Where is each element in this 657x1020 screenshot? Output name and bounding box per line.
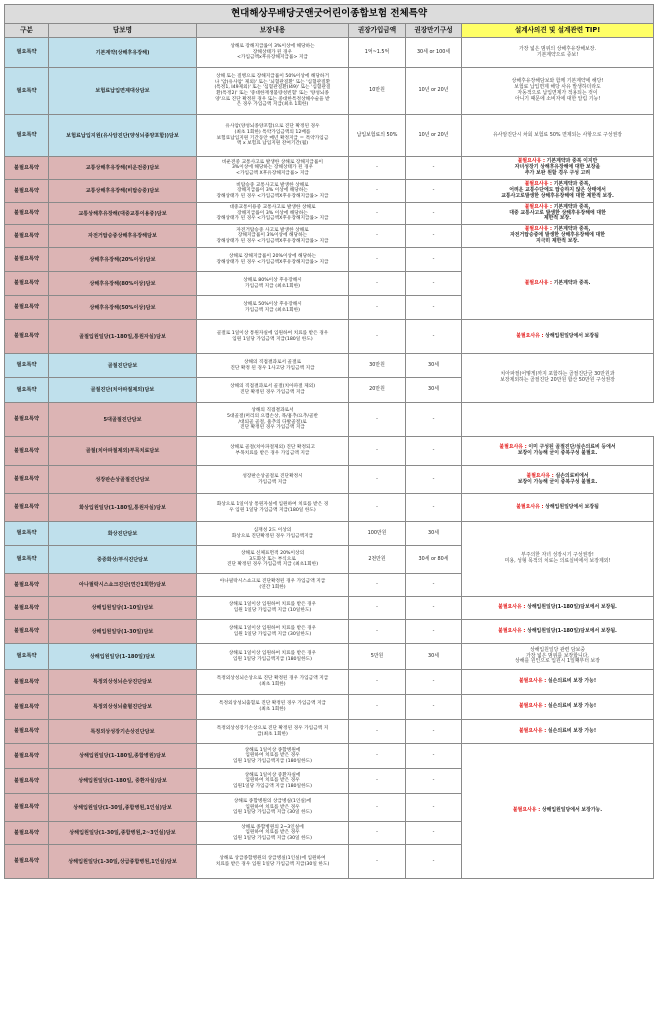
planner-tip-text: 유사암진단시 차회 보험료 50% 면제되는 사항으로 구성권장: [493, 131, 622, 138]
table-row: [5, 180, 654, 203]
recommended-amount-cell: -: [349, 296, 406, 320]
table-row: [5, 225, 654, 248]
planner-tip-cell: [462, 38, 654, 68]
planner-tip-text: 상해입원일당에서 보장됨: [545, 332, 599, 339]
coverage-name-cell: 골절(치아파절제외)부목치료담보: [49, 437, 197, 466]
table-row: [5, 644, 654, 670]
category-cell: 필요특약: [5, 68, 49, 115]
recommended-period-cell: -: [406, 769, 462, 794]
recommended-amount-cell: 2천만원: [349, 546, 406, 574]
planner-tip-cell: [462, 620, 654, 644]
recommended-amount-cell: -: [349, 845, 406, 879]
category-cell: 필요특약: [5, 115, 49, 157]
coverage-sheet: [4, 4, 653, 879]
coverage-detail-cell: 상해로 1일이상 중환자실에 입원하여 치료를 받은 경우 입원1일당 가입금액 지급 (180일한도): [197, 769, 349, 794]
recommended-period-cell: -: [406, 296, 462, 320]
category-cell: 불필요특약: [5, 822, 49, 845]
unneeded-reason-label: 불필요사유 :: [524, 181, 552, 188]
recommended-amount-cell: -: [349, 248, 406, 272]
coverage-name-cell: 아나필락시스쇼크진단(연간1회한)담보: [49, 574, 197, 597]
recommended-amount-cell: -: [349, 203, 406, 225]
planner-tip-cell: [462, 203, 654, 225]
category-cell: 필요특약: [5, 546, 49, 574]
coverage-name-cell: 특정외상성뇌손상진단담보: [49, 670, 197, 695]
recommended-period-cell: -: [406, 466, 462, 494]
unneeded-reason-label: 불필요사유 :: [524, 279, 552, 286]
coverage-detail-cell: 상해로 상급종합병원의 상급병실(1인실)에 입원하여 치료를 받은 경우 입원 1일당 가입금액 지급(30일 한도): [197, 845, 349, 879]
coverage-detail-cell: 골절로 1일이상 통원자실에 입원하여 치료를 받은 경우 입원 1일당 가입금액 지급(180일 한도): [197, 320, 349, 354]
coverage-detail-cell: 상해로 종합병원의 상급병실(1인실)에 입원하여 치료를 받은 경우 입원 1일당 가입금액 지급 (30일 한도): [197, 794, 349, 822]
coverage-name-cell: 보험료납입면제대상담보: [49, 68, 197, 115]
unneeded-reason-label: 불필요사유 :: [498, 604, 526, 611]
recommended-period-cell: 30세: [406, 522, 462, 546]
coverage-name-cell: 상해입원일당(1-180일)담보: [49, 644, 197, 670]
unneeded-reason-label: 불필요사유 :: [518, 678, 547, 685]
category-cell: 불필요특약: [5, 437, 49, 466]
recommended-amount-cell: 납입보험료의 50%: [349, 115, 406, 157]
category-cell: 필요특약: [5, 378, 49, 403]
category-cell: 불필요특약: [5, 296, 49, 320]
planner-tip-cell: [462, 670, 654, 695]
category-cell: 불필요특약: [5, 620, 49, 644]
recommended-period-cell: -: [406, 794, 462, 822]
coverage-name-cell: 골절진단(치아파절제외)담보: [49, 378, 197, 403]
planner-tip-text: 가장 넓은 범위의 상해후유장해보장. 기본계약으로 증보!: [518, 45, 597, 58]
planner-tip-text: 실손의료비 보장 가능!: [547, 678, 597, 685]
table-row: [5, 494, 654, 522]
category-cell: 필요특약: [5, 522, 49, 546]
coverage-name-cell: 중증화상/부식진단담보: [49, 546, 197, 574]
recommended-period-cell: -: [406, 403, 462, 437]
category-cell: 불필요특약: [5, 272, 49, 296]
planner-tip-text: 기본계약과 중복, 대중 교통사고로 발생한 상해후유장해에 대한 제한적 보장.: [509, 203, 606, 222]
coverage-name-cell: 상해후유장해(50%이상)담보: [49, 296, 197, 320]
recommended-period-cell: -: [406, 180, 462, 203]
recommended-amount-cell: -: [349, 620, 406, 644]
coverage-table: [4, 4, 654, 879]
planner-tip-cell: [462, 695, 654, 720]
coverage-name-cell: 상해입원일당(1-30일)담보: [49, 620, 197, 644]
category-cell: 불필요특약: [5, 157, 49, 180]
category-cell: 필요특약: [5, 644, 49, 670]
coverage-detail-cell: 상해 또는 질병으로 장해지급률이 50%이상에 해당하거 나 '암(유사암' 제외)' 또는 '뇌혈관질환' 또는 '심혈관질환 (특정1, I49제외)' 또는 '심혈관질환(I49)' 또는 '심혈관질 환(특정2)' 또는 '중대한재생불량성빈혈' 또는 '양성뇌종 양'으로 진단 확정된 경우 또는 중대한특정상해수술을 받 은 경우 가입금액 지급(최초 1회한): [197, 68, 349, 115]
planner-tip-cell: [462, 522, 654, 597]
unneeded-reason-label: 불필요사유 :: [499, 444, 527, 451]
table-row: [5, 403, 654, 437]
table-row: [5, 720, 654, 744]
coverage-detail-cell: 특정외상성뇌손상으로 진단 확정된 경우 가입금액 지급 (최초 1회한): [197, 670, 349, 695]
recommended-amount-cell: -: [349, 437, 406, 466]
recommended-period-cell: -: [406, 203, 462, 225]
table-row: [5, 157, 654, 180]
recommended-amount-cell: -: [349, 574, 406, 597]
category-cell: 불필요특약: [5, 744, 49, 769]
category-cell: 불필요특약: [5, 494, 49, 522]
recommended-amount-cell: -: [349, 180, 406, 203]
coverage-name-cell: 상해입원일당(1-30일,상급종합병원,1인실)담보: [49, 845, 197, 879]
coverage-name-cell: 교통상해후유장해(비운전중)담보: [49, 157, 197, 180]
planner-tip-text: 상해입원일당에서 보장가능.: [541, 807, 603, 814]
col-header-category: 구분: [5, 24, 49, 38]
category-cell: 필요특약: [5, 38, 49, 68]
coverage-name-cell: 상해입원일당(1-30일,종합병원,1인실)담보: [49, 794, 197, 822]
unneeded-reason-label: 불필요사유 :: [524, 226, 552, 233]
category-cell: 필요특약: [5, 354, 49, 378]
recommended-amount-cell: -: [349, 720, 406, 744]
coverage-name-cell: 특정외상성장기손상진단담보: [49, 720, 197, 744]
recommended-amount-cell: -: [349, 769, 406, 794]
recommended-amount-cell: 20만원: [349, 378, 406, 403]
table-row: [5, 248, 654, 272]
category-cell: 불필요특약: [5, 695, 49, 720]
recommended-amount-cell: -: [349, 272, 406, 296]
planner-tip-cell: [462, 157, 654, 180]
recommended-period-cell: -: [406, 248, 462, 272]
category-cell: 불필요특약: [5, 248, 49, 272]
recommended-amount-cell: -: [349, 157, 406, 180]
recommended-amount-cell: 30만원: [349, 354, 406, 378]
planner-tip-text: 상해입원일당 관련 담보중 가장 넓은 범위를 보장합니다. 상해를 원인으로 입원시 1일째부터 보장: [515, 646, 600, 665]
recommended-amount-cell: 5만원: [349, 644, 406, 670]
coverage-name-cell: 상해입원일당(1-180일, 중환자실)담보: [49, 769, 197, 794]
category-cell: 불필요특약: [5, 466, 49, 494]
table-row: [5, 744, 654, 769]
coverage-detail-cell: 상해로 종합병원의 2~3인실에 입원하여 치료를 받은 경우 입원 1일당 가입금액 지급 (30일 한도): [197, 822, 349, 845]
coverage-detail-cell: 상해로 1일이상 입원하여 치료를 받은 경우 입원 1일당 가입금액 지급 (10일한도): [197, 597, 349, 620]
recommended-period-cell: -: [406, 822, 462, 845]
coverage-detail-cell: 상해로 1일이상 입원하여 치료를 받은 경우 입원 1일당 가입금액지급 (180일한도): [197, 644, 349, 670]
col-header-recommended-period: 권장만기구성: [406, 24, 462, 38]
category-cell: 불필요특약: [5, 670, 49, 695]
recommended-period-cell: 30세: [406, 378, 462, 403]
recommended-amount-cell: -: [349, 670, 406, 695]
recommended-period-cell: -: [406, 720, 462, 744]
planner-tip-cell: [462, 248, 654, 320]
col-header-coverage-detail: 보장내용: [197, 24, 349, 38]
category-cell: 불필요특약: [5, 180, 49, 203]
recommended-amount-cell: 100만원: [349, 522, 406, 546]
planner-tip-text: 부주의한 자녀 성장시기 구성권장! 미용, 성형 목적의 치료는 의료실비에서 보장제외!: [504, 552, 611, 564]
planner-tip-text: 이미 구성된 골절진단/실손의료비 등에서 보장이 가능해 굳이 중복구성 불필요.: [517, 444, 616, 456]
table-row: [5, 437, 654, 466]
coverage-detail-cell: 유사암(양성뇌종양포함)으로 진단 확정된 경우 (최초 1회한) 특약가입금액의 12배를 보험료납입지원 기간동안 매년 확정지급 ＝ 특약가입금 액 x 보험료 납입지원 잔여기간(월): [197, 115, 349, 157]
coverage-name-cell: 화상입원일당(1-180일,통원자실)담보: [49, 494, 197, 522]
planner-tip-text: 실손의료비 보장 가능!: [547, 727, 597, 734]
recommended-period-cell: 30세: [406, 354, 462, 378]
unneeded-reason-label: 불필요사유 :: [512, 807, 541, 814]
planner-tip-cell: [462, 320, 654, 354]
coverage-detail-cell: 특정외상성뇌출혈로 진단 확정된 경우 가입금액 지급 (최초 1회한): [197, 695, 349, 720]
planner-tip-text: 기본계약과 중복, 어려운 교통수단에도 탑승하지 않은 상태에서 교통사고로발생한 상해후유장해에 대한 제한적 보장.: [501, 181, 614, 199]
planner-tip-text: 상해입원일당에서 보장됨: [545, 503, 599, 510]
recommended-period-cell: 30세 or 100세: [406, 38, 462, 68]
table-row: [5, 203, 654, 225]
unneeded-reason-label: 불필요사유 :: [526, 472, 554, 479]
coverage-name-cell: 상해후유장해(80%이상)담보: [49, 272, 197, 296]
coverage-name-cell: 상해입원일당(1-180일,종합병원)담보: [49, 744, 197, 769]
unneeded-reason-label: 불필요사유 :: [524, 203, 552, 210]
planner-tip-text: 기본계약과 중복, 자전거탑승중에 발생한 상해후유장해에 대한 지극히 제한적 보장.: [510, 226, 605, 244]
planner-tip-text: 상해입원일당(1-180일)담보에서 보장됨.: [527, 604, 617, 611]
planner-tip-cell: [462, 354, 654, 403]
planner-tip-text: 치아파절(어떻게)까지 포함하는 골절진단금 30만원과 보장제외하는 골절진단 20만원 합산 50만원 구성권장: [500, 371, 615, 383]
coverage-name-cell: 골절진단담보: [49, 354, 197, 378]
coverage-detail-cell: 상해의 직접결과로서 5대골절(머리의 으깸손상, 목/흉추/요추/골반 /대퇴골 골절, 흉추의 다발골절)로 진단 확정된 경우 가입금액 지급: [197, 403, 349, 437]
recommended-amount-cell: -: [349, 320, 406, 354]
recommended-period-cell: -: [406, 320, 462, 354]
recommended-period-cell: 10년 or 20년: [406, 68, 462, 115]
recommended-amount-cell: -: [349, 597, 406, 620]
planner-tip-text: 상해입원일당(1-180일)담보에서 보장됨.: [527, 627, 617, 634]
coverage-detail-cell: 아나필락시스쇼크로 진단확정된 경우 가입금액 지급 (연간 1회한): [197, 574, 349, 597]
coverage-detail-cell: 비운전중 교통사고로 발생한 상해로 장해지급률이 3%이상에 해당하는 장해상태가 된 경우 <가입금액 X후유장해지급률> 지급: [197, 157, 349, 180]
category-cell: 불필요특약: [5, 403, 49, 437]
planner-tip-text: 기본계약과 중복.: [553, 279, 591, 286]
col-header-planner-tip: 설계사의견 및 설계관련 TIP!: [462, 24, 654, 38]
coverage-name-cell: 자전거탑승중상해후유장해담보: [49, 225, 197, 248]
coverage-name-cell: 화상진단담보: [49, 522, 197, 546]
coverage-name-cell: 교통상해후유장해(비탑승중)담보: [49, 180, 197, 203]
coverage-detail-cell: 상해로 장해지급률이 3%이상에 해당하는 장해상태가 된 경우 <가입금액x후유장해지급률> 지급: [197, 38, 349, 68]
table-row: [5, 597, 654, 620]
coverage-detail-cell: 상해로 골절(치아파절제외) 진단 확정되고 부목치료를 받은 경우 가입금액 지급: [197, 437, 349, 466]
planner-tip-cell: [462, 597, 654, 620]
table-row: [5, 320, 654, 354]
recommended-period-cell: -: [406, 695, 462, 720]
recommended-amount-cell: 1억~1.5억: [349, 38, 406, 68]
recommended-period-cell: -: [406, 157, 462, 180]
coverage-detail-cell: 상해의 직접결과로서 골절로 진단 확정 된 경우 1사고당 가입금액 지급: [197, 354, 349, 378]
col-header-recommended-amount: 권장가입금액: [349, 24, 406, 38]
planner-tip-cell: [462, 466, 654, 494]
coverage-name-cell: 상해입원일당(1-10일)담보: [49, 597, 197, 620]
recommended-period-cell: -: [406, 437, 462, 466]
recommended-period-cell: -: [406, 620, 462, 644]
recommended-period-cell: -: [406, 845, 462, 879]
category-cell: 불필요특약: [5, 320, 49, 354]
planner-tip-text: 상해후유장해담보와 함께 기본계약에 해당! 보험료 납입면제 해당 사유 발생하더라도 자동적으로 납입면제가 적용되는 것이 아니기 때문에 소비자에 대한 알림 기능!: [511, 78, 604, 102]
coverage-detail-cell: 특정외상성장기손상으로 진단 확정된 경우 가입금액 지 급(최초 1회한): [197, 720, 349, 744]
table-row: [5, 354, 654, 378]
coverage-name-cell: 특정외상성뇌출혈진단담보: [49, 695, 197, 720]
coverage-name-cell: 보험료납입지원(유사암진단(양성뇌종양포함))담보: [49, 115, 197, 157]
planner-tip-cell: [462, 68, 654, 115]
table-row: [5, 620, 654, 644]
recommended-period-cell: -: [406, 494, 462, 522]
coverage-rows: [5, 38, 654, 879]
unneeded-reason-label: 불필요사유 :: [518, 703, 547, 710]
coverage-detail-cell: 성장판손상골절로 진단확정시 가입금액 지급: [197, 466, 349, 494]
recommended-period-cell: -: [406, 744, 462, 769]
col-header-coverage-name: 담보명: [49, 24, 197, 38]
recommended-period-cell: 30세 or 80세: [406, 546, 462, 574]
planner-tip-text: 기본계약과 중복 이지만 자녀성장기 상해후유장해에 대한 보장을 추가 보완 원할 경우 구성 고려: [514, 158, 601, 176]
sheet-title: 현대해상무배당굿앤굿어린이종합보험 전체특약: [5, 5, 654, 24]
unneeded-reason-label: 불필요사유 :: [516, 332, 544, 339]
planner-tip-cell: [462, 744, 654, 879]
recommended-amount-cell: -: [349, 822, 406, 845]
coverage-name-cell: 상해입원일당(1-30일,종합병원,2~3인실)담보: [49, 822, 197, 845]
unneeded-reason-label: 불필요사유 :: [517, 158, 545, 165]
category-cell: 불필요특약: [5, 720, 49, 744]
category-cell: 불필요특약: [5, 597, 49, 620]
coverage-detail-cell: 상해로 80%이상 후유장해시 가입금액 지급 (최초1회한): [197, 272, 349, 296]
coverage-detail-cell: 상해로 1일이상 종합병원에 입원하여 치료를 받은 경우 입원 1일당 가입금액지급 (180일한도): [197, 744, 349, 769]
coverage-name-cell: 5대골절진단담보: [49, 403, 197, 437]
recommended-amount-cell: -: [349, 466, 406, 494]
coverage-name-cell: 성장판손상골절진단담보: [49, 466, 197, 494]
recommended-period-cell: 30세: [406, 644, 462, 670]
category-cell: 불필요특약: [5, 574, 49, 597]
coverage-name-cell: 상해후유장해(20%이상)담보: [49, 248, 197, 272]
category-cell: 불필요특약: [5, 225, 49, 248]
table-row: [5, 695, 654, 720]
coverage-detail-cell: 대중교통이용중 교통사고로 발생한 상해로 장해지급률이 3% 이상에 해당하는 장해상태가 된 경우 <가입금액X후유장해지급률> 지급: [197, 203, 349, 225]
planner-tip-cell: [462, 644, 654, 670]
coverage-detail-cell: 상해의 직접결과로서 골절(치아파절 제외) 진단 확정된 경우 가입금액 지급: [197, 378, 349, 403]
planner-tip-cell: [462, 225, 654, 248]
table-row: [5, 522, 654, 546]
table-row: [5, 466, 654, 494]
recommended-period-cell: -: [406, 272, 462, 296]
coverage-detail-cell: 비탑승중 교통사고로 발생한 상해로 장해지급률이 3% 이상에 해당하는 장해상태가 된 경우 <가입금액X후유장해지급률> 지급: [197, 180, 349, 203]
recommended-amount-cell: -: [349, 744, 406, 769]
recommended-amount-cell: -: [349, 225, 406, 248]
coverage-detail-cell: 상해로 50%이상 후유장해시 가입금액 지급 (최초1회한): [197, 296, 349, 320]
recommended-period-cell: 10년 or 20년: [406, 115, 462, 157]
recommended-amount-cell: -: [349, 494, 406, 522]
coverage-detail-cell: 화상으로 1일이상 통원자실에 입원하여 치료를 받은 경 우 입원 1일당 가입금액 지급(180일 한도): [197, 494, 349, 522]
planner-tip-cell: [462, 115, 654, 157]
unneeded-reason-label: 불필요사유 :: [518, 727, 547, 734]
category-cell: 불필요특약: [5, 794, 49, 822]
planner-tip-text: 실손의료비 보장 가능!: [547, 703, 597, 710]
recommended-period-cell: -: [406, 670, 462, 695]
planner-tip-text: 실손의료비에서 보장이 가능해 굳이 중복구성 불필요.: [517, 472, 598, 485]
recommended-amount-cell: -: [349, 695, 406, 720]
table-row: [5, 670, 654, 695]
recommended-period-cell: -: [406, 597, 462, 620]
recommended-period-cell: -: [406, 225, 462, 248]
table-row: [5, 38, 654, 68]
category-cell: 불필요특약: [5, 203, 49, 225]
coverage-name-cell: 골절입원일당(1-180일,통원자실)담보: [49, 320, 197, 354]
table-row: [5, 68, 654, 115]
unneeded-reason-label: 불필요사유 :: [516, 503, 544, 510]
category-cell: 불필요특약: [5, 769, 49, 794]
recommended-amount-cell: 10만원: [349, 68, 406, 115]
planner-tip-cell: [462, 437, 654, 466]
planner-tip-cell: [462, 720, 654, 744]
coverage-detail-cell: 심재성 2도 이상의 화상으로 진단확정된 경우 가입금액지급: [197, 522, 349, 546]
recommended-period-cell: -: [406, 574, 462, 597]
coverage-name-cell: 기본계약(상해후유장해): [49, 38, 197, 68]
coverage-name-cell: 교통상해후유장해(대중교통이용중)담보: [49, 203, 197, 225]
recommended-amount-cell: -: [349, 403, 406, 437]
coverage-detail-cell: 자전거탑승중 사고로 발생한 상해로 장해지급률이 3%이상에 해당하는 장해상태가 된 경우 <가입금액X후유장해지급률> 지급: [197, 225, 349, 248]
coverage-detail-cell: 상해로 신체표면적 20%이상의 3도화상 또는 부식으로 진단 확정된 경우 가입금액 지급 (최초1회한): [197, 546, 349, 574]
recommended-amount-cell: -: [349, 794, 406, 822]
table-row: [5, 115, 654, 157]
coverage-detail-cell: 상해로 1일이상 입원하여 치료를 받은 경우 입원 1일당 가입금액 지급 (30일한도): [197, 620, 349, 644]
coverage-detail-cell: 상해로 장해지급률이 20%이상에 해당하는 장해상태가 된 경우 <가입금액X후유장해지급률> 지급: [197, 248, 349, 272]
planner-tip-cell: [462, 180, 654, 203]
unneeded-reason-label: 불필요사유 :: [498, 627, 526, 634]
planner-tip-cell: [462, 494, 654, 522]
category-cell: 불필요특약: [5, 845, 49, 879]
